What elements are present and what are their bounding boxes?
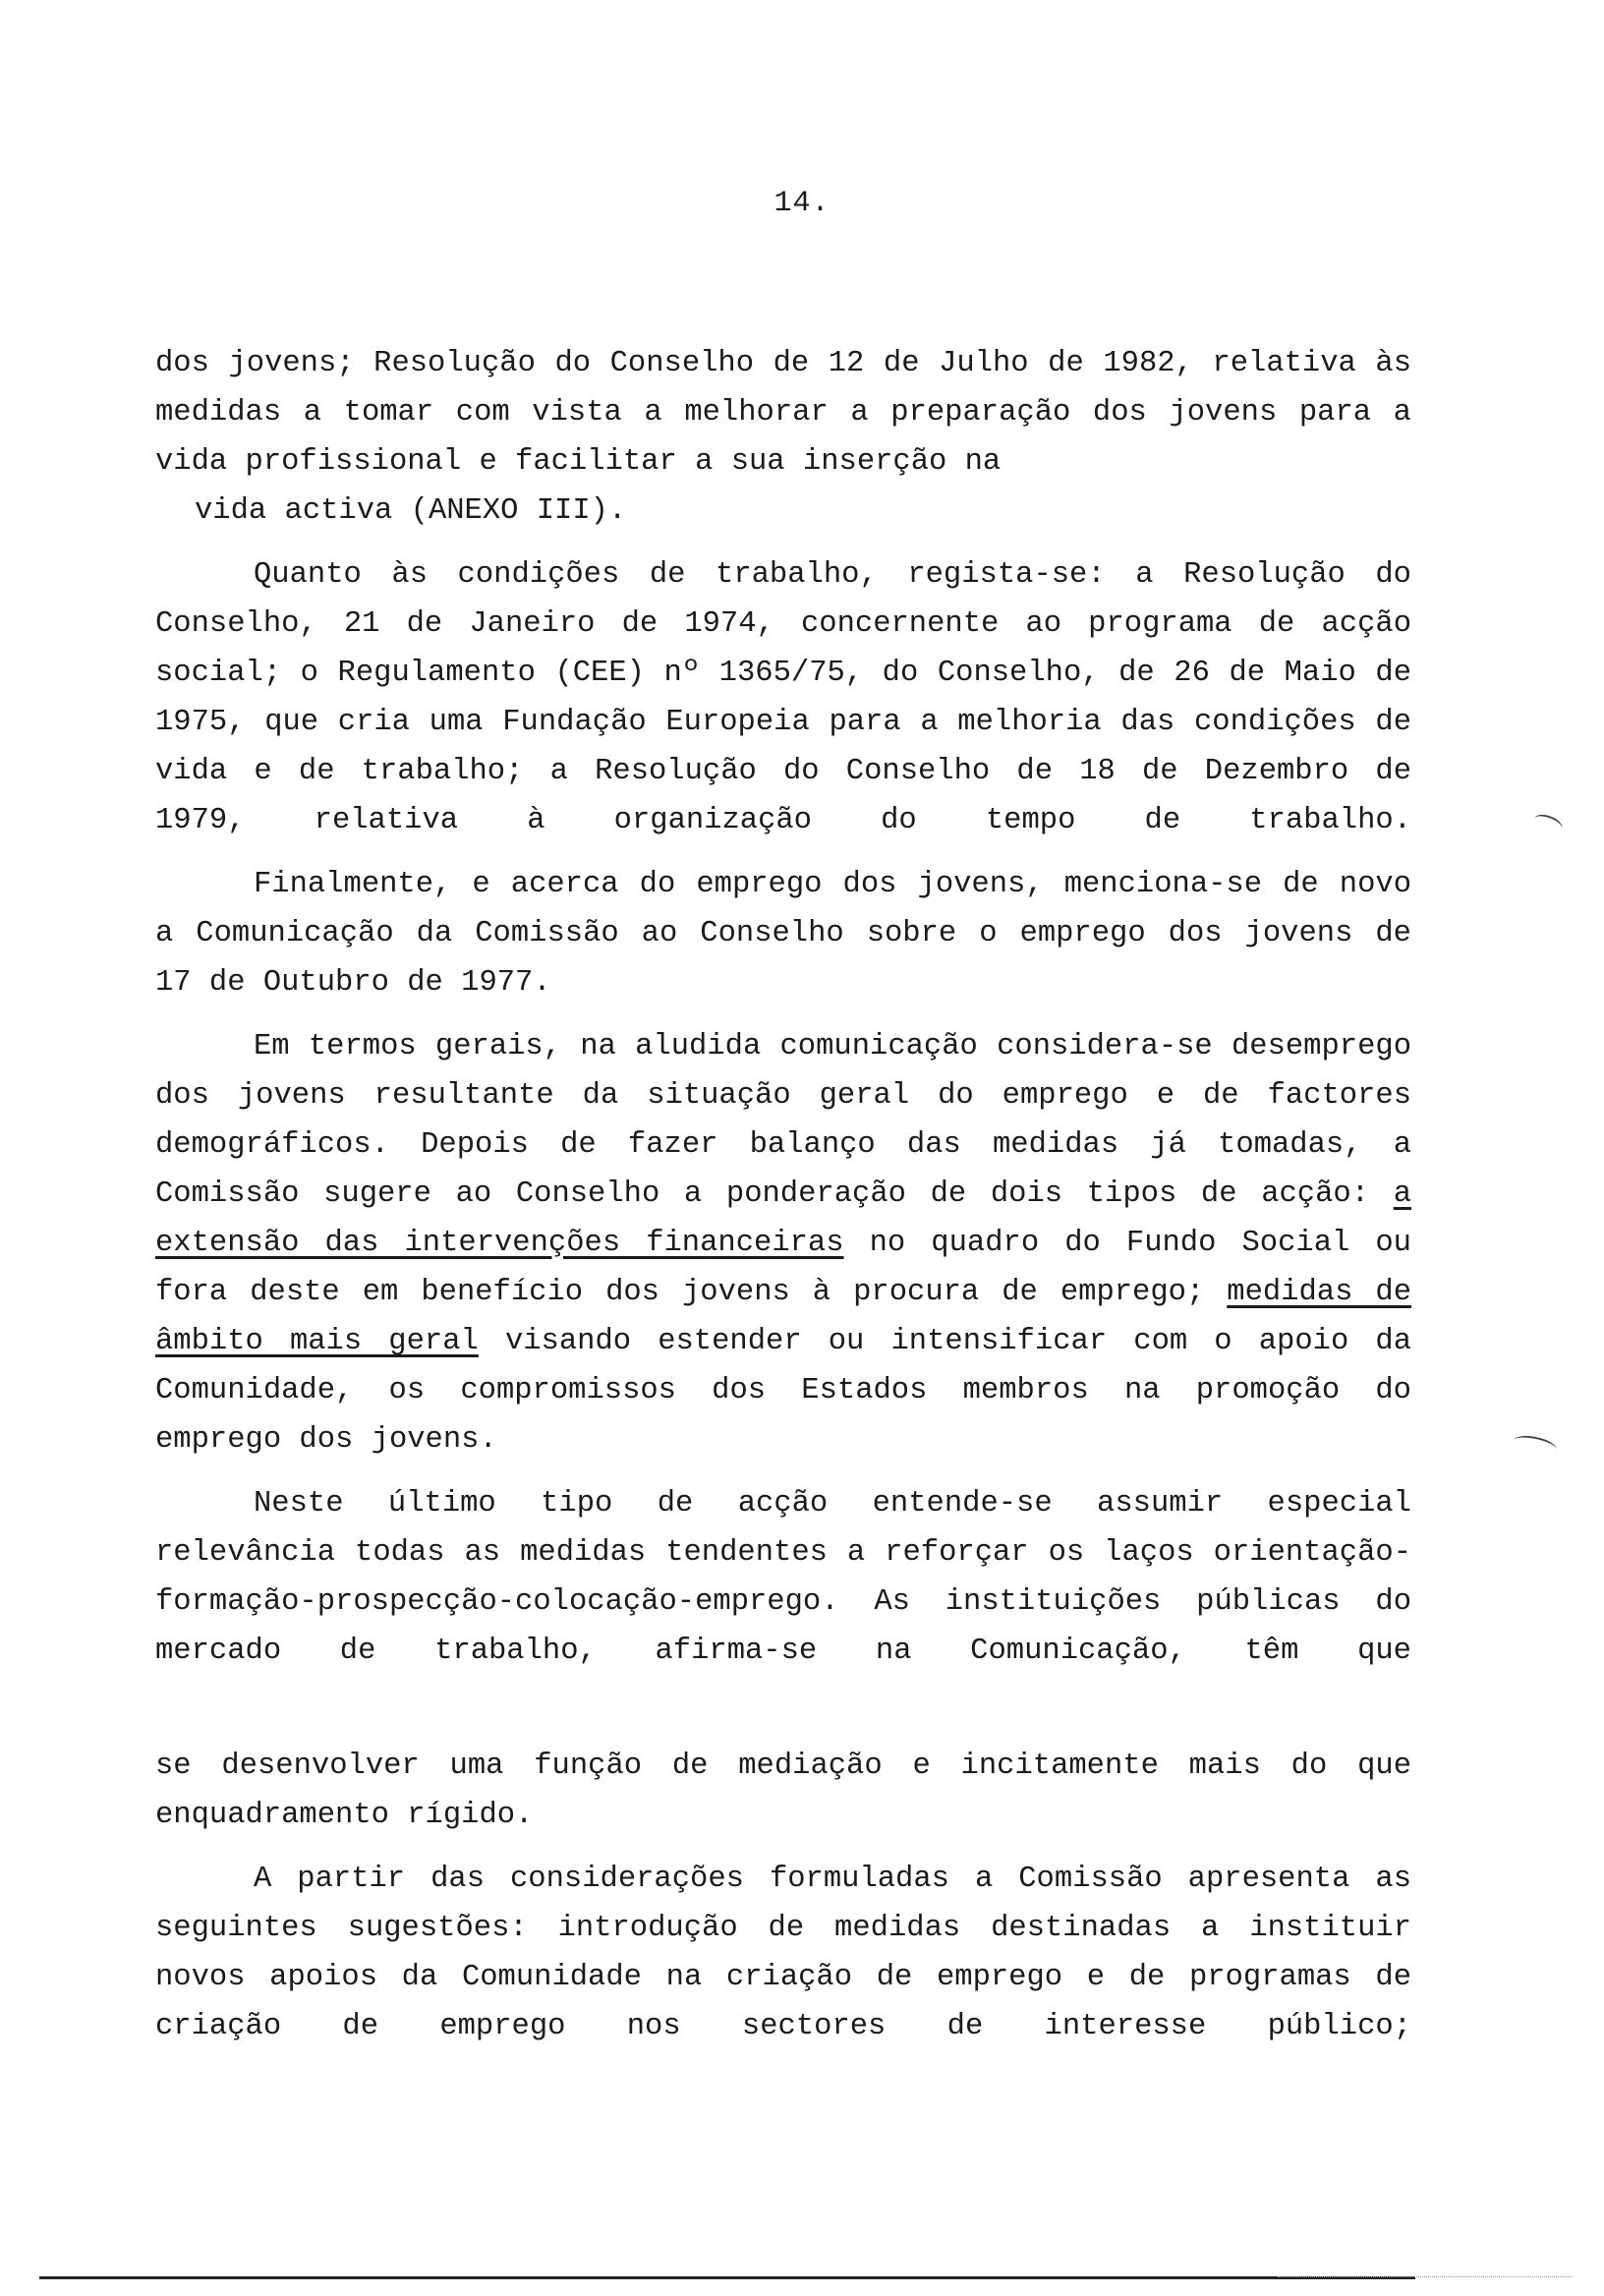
paragraph-4-part-a: Em termos gerais, na aludida comunicação considera-se desemprego dos jovens resultante da situação geral do emprego e de factores demográficos. Depois de fazer balanço das medidas já tomadas, a Comissão sugere ao Conselho a ponderação de dois tipos de acção:: [155, 1030, 1411, 1211]
paragraph-1: [155, 339, 1411, 536]
margin-pen-mark: [1531, 811, 1565, 835]
paragraph-4: [155, 1022, 1411, 1464]
paragraph-5: Neste último tipo de acção entende-se assumir especial relevância todas as medidas tendentes a reforçar os laços orientação-formação-prospecção-colocação-emprego. As instituições públicas do mercado de trabalho, afirma-se na Comunicação, têm que: [155, 1487, 1411, 1668]
paragraph-2: Quanto às condições de trabalho, regista-se: a Resolução do Conselho, 21 de Janeiro de 1974, concernente ao programa de acção social; o Regulamento (CEE) nº 1365/75, do Conselho, de 26 de Maio de 1975, que cria uma Fundação Europeia para a melhoria das condições de vida e de trabalho; a Resolução do Conselho de 18 de Dezembro de 1979, relativa à organização do tempo de trabalho.: [155, 558, 1411, 837]
paragraph-4-part-c: visando estender ou intensificar com o apoio da Comunidade, os compromissos dos Estados membros na promoção do emprego dos jovens.: [155, 1325, 1411, 1457]
blank-gap: [155, 1691, 1411, 1742]
footer-rule: [39, 2276, 1415, 2279]
body-text: [155, 339, 1411, 2066]
paragraph-4-part-b: no quadro do Fundo Social ou fora deste em benefício dos jovens à procura de emprego;: [155, 1227, 1411, 1309]
paragraph-6: se desenvolver uma função de mediação e incitamente mais do que enquadramento rígido.: [155, 1750, 1411, 1832]
margin-pen-mark: [1513, 1433, 1558, 1458]
underlined-phrase-general-measures: medidas de âmbito mais geral: [155, 1276, 1411, 1358]
paragraph-7: A partir das considerações formuladas a Comissão apresenta as seguintes sugestões: introdução de medidas destinadas a instituir novos apoios da Comunidade na criação de emprego e de programas de criação de emprego nos sectores de interesse público;: [155, 1863, 1411, 2043]
page-number: 14.: [773, 187, 831, 220]
paragraph-1-text: dos jovens; Resolução do Conselho de 12 de Julho de 1982, relativa às medidas a tomar com vista a melhorar a preparação dos jovens para a vida profissional e facilitar a sua inserção na: [155, 347, 1411, 479]
paragraph-3: Finalmente, e acerca do emprego dos jovens, menciona-se de novo a Comunicação da Comissão ao Conselho sobre o emprego dos jovens de 17 de Outubro de 1977.: [155, 868, 1411, 1000]
footer-rule-faint: [1278, 2276, 1573, 2277]
paragraph-1-tail: vida activa (ANEXO III).: [195, 494, 627, 528]
underlined-phrase-financial-interventions: a extensão das intervenções financeiras: [155, 1177, 1411, 1260]
